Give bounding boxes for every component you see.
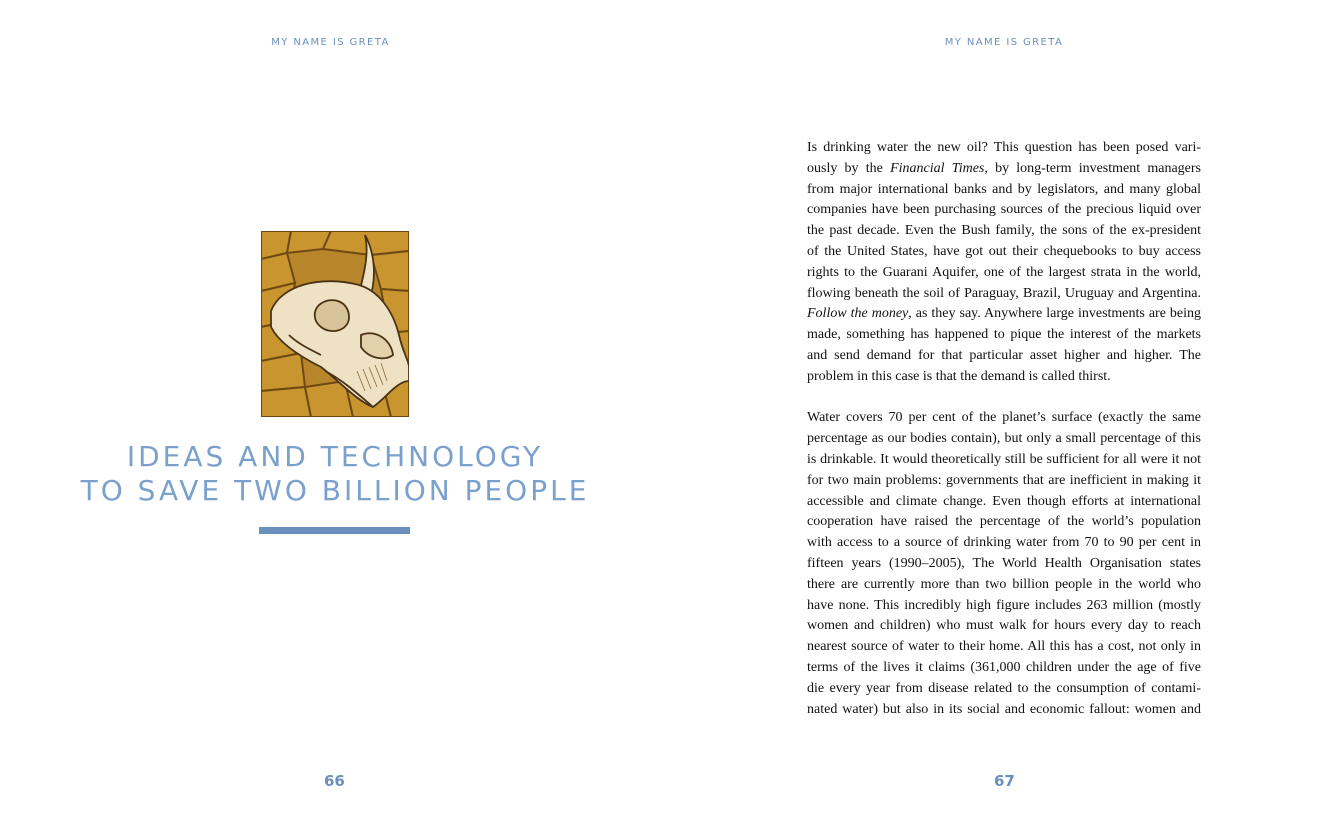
text-line: of the United States, have got out their chequebooks to buy access: [807, 243, 1201, 259]
text-line: Water covers 70 per cent of the planet’s surface (exactly the same: [807, 410, 1201, 426]
page-number-right: 67: [994, 772, 1015, 790]
running-head-text: MY NAME IS GRETA: [944, 37, 1064, 48]
text-line: cooperation have raised the percentage of the world’s population: [807, 514, 1201, 530]
italic-publication-title: Financial Times,: [890, 160, 988, 176]
text-line: have none. This incredibly high figure includes 263 million (mostly: [807, 597, 1201, 613]
cow-skull-illustration: [261, 231, 409, 417]
text-line: the past decade. Even the Bush family, the sons of the ex-president: [807, 223, 1201, 239]
chapter-title: [60, 440, 610, 508]
text-line: [807, 304, 1201, 325]
text-run: by long-term investment managers: [987, 160, 1201, 176]
text-line: from major international banks and by legislators, and many global: [807, 181, 1201, 197]
text-line: companies have been purchasing sources of the precious liquid over: [807, 202, 1201, 218]
page-number-left: 66: [324, 772, 345, 790]
text-line: problem in this case is that the demand is called thirst.: [807, 368, 1111, 384]
running-head-left: [0, 37, 665, 48]
right-page: [669, 0, 1339, 827]
text-line: with access to a source of drinking water from 70 to 90 per cent in: [807, 535, 1201, 551]
text-line: women and children) who must walk for hours every day to reach: [807, 618, 1201, 634]
text-run: ously by the: [807, 160, 891, 176]
text-line: fifteen years (1990–2005), The World Health Organisation states: [807, 555, 1201, 571]
running-head-text: MY NAME IS GRETA: [271, 37, 390, 48]
text-line: nated water) but also in its social and economic fallout: women and: [807, 701, 1201, 717]
chapter-title-line-1: IDEAS AND TECHNOLOGY: [126, 440, 544, 473]
text-line: nearest source of water to their home. All this has a cost, not only in: [807, 639, 1201, 655]
left-page: [0, 0, 669, 827]
text-line: for two main problems: governments that are inefficient in making it: [807, 472, 1201, 488]
text-line: rights to the Guarani Aquifer, one of the largest strata in the world,: [807, 264, 1201, 280]
text-line: made, something has happened to pique the interest of the markets: [807, 327, 1201, 343]
paragraph-1: [807, 138, 1201, 388]
italic-phrase: Follow the money: [807, 306, 909, 322]
text-run: , as they say. Anywhere large investments are being: [908, 306, 1202, 322]
text-line: terms of the lives it claims (361,000 children under the age of five: [807, 659, 1201, 675]
chapter-title-line-2: TO SAVE TWO BILLION PEOPLE: [80, 474, 590, 507]
text-line: [807, 159, 1201, 180]
text-line: accessible and climate change. Even though efforts at international: [807, 493, 1201, 509]
running-head-right: [669, 37, 1339, 48]
text-line: flowing beneath the soil of Paraguay, Brazil, Uruguay and Argentina.: [807, 285, 1201, 301]
body-text: [807, 138, 1201, 720]
text-line: there are currently more than two billion people in the world who: [807, 576, 1201, 592]
text-line: Is drinking water the new oil? This question has been posed vari-: [807, 140, 1201, 155]
paragraph-2: [807, 408, 1201, 720]
title-underline-rule: [259, 527, 410, 534]
text-line: percentage as our bodies contain), but only a small percentage of this: [807, 431, 1201, 447]
text-line: and send demand for that particular asset higher and higher. The: [807, 347, 1201, 363]
text-line: die every year from disease related to the consumption of contami-: [807, 680, 1201, 696]
text-line: is drinkable. It would theoretically still be sufficient for all were it not: [807, 451, 1201, 467]
